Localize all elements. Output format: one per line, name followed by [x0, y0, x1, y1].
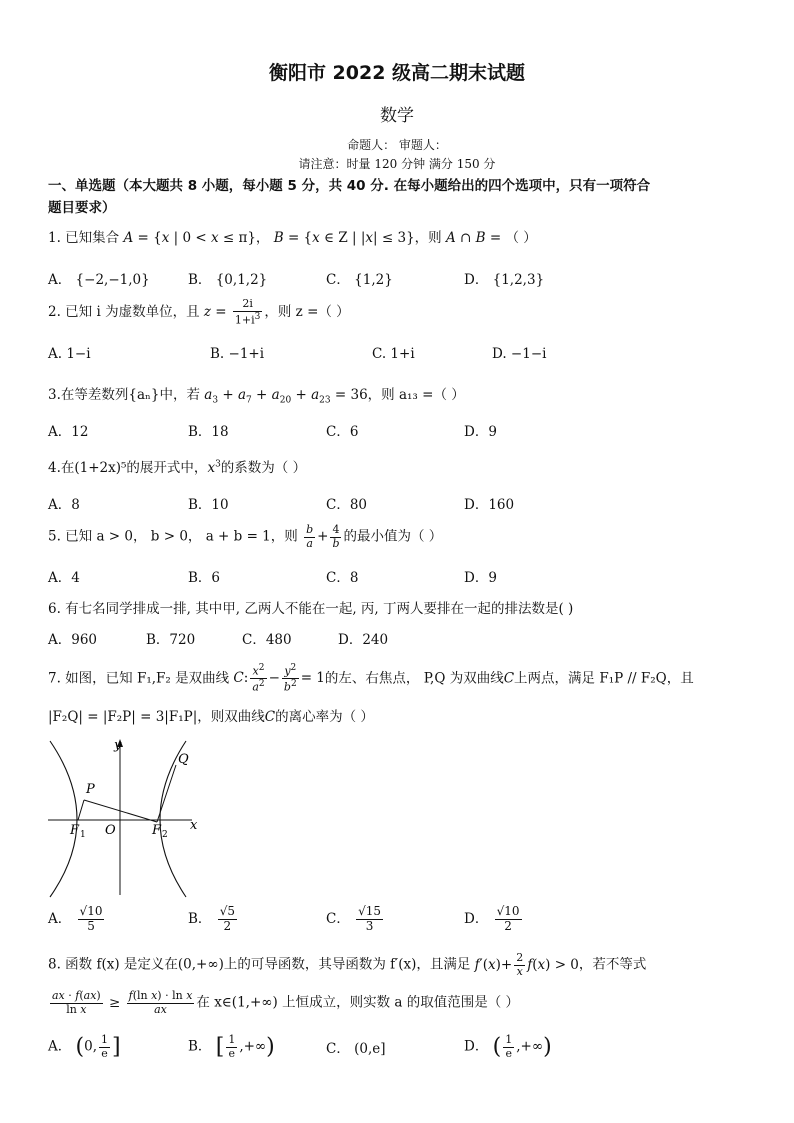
- q8-option-c: C． (0,e]: [326, 1041, 386, 1057]
- q4-option-b: B．10: [188, 497, 229, 513]
- q7-stem-mid: 的左、右焦点， P,Q 为双曲线: [324, 670, 504, 687]
- q1-option-a: A． {−2,−1,0}: [48, 272, 150, 288]
- q3-option-a: A．12: [48, 424, 89, 440]
- subject-title: 数学: [380, 106, 414, 126]
- q5-option-d: D．9: [464, 570, 497, 586]
- segment-f2-q: [157, 765, 176, 822]
- q3-expr: $a_3 + a_7 + a_{20} + a_{23} = 36$: [204, 387, 368, 406]
- q1-set-a: A = {x | 0 < x ≤ π}， B = {x ∈ Z | |x| ≤ 3}: [123, 230, 415, 246]
- q8-option-b: B． [ $\frac{1}{e}$ ,+∞): [188, 1033, 275, 1060]
- q8-inequality: $\frac{ax \cdot f(ax)}{\text{ln x}}$ ≥ $\frac{\text{f(ln x) · ln x}}{ax}$: [52, 989, 193, 1016]
- q8-option-a: A． (0, $\frac{1}{e}$ ]: [48, 1033, 121, 1060]
- q2-option-a: A. 1−i: [48, 346, 91, 362]
- question-5: 5. 已知 a > 0， b > 0， a + b = 1，则 $\frac{b}{a}$ + $\frac{4}{b}$ 的最小值为（ ）: [48, 523, 443, 550]
- q7-option-d: D． $\frac{√10}{2}$: [464, 904, 520, 933]
- question-7: 7. 如图，已知 F₁,F₂ 是双曲线 C: $\frac{x^2}{a^2}$ − $\frac{y^2}{b^2}$ = 1的左、右焦点， P,Q 为双曲线C上两点，满足 F₁P // F₂Q，且: [48, 663, 694, 694]
- q6-option-c: C．480: [242, 632, 292, 648]
- q8-range-text: 在 x∈(1,+∞) 上恒成立，则实数 a 的取值范围是（ ）: [196, 994, 519, 1011]
- q6-option-d: D．240: [338, 632, 389, 648]
- q4-option-c: C．80: [326, 497, 368, 513]
- q7-stem: 7. 如图，已知 F₁,F₂ 是双曲线: [48, 670, 230, 687]
- q7-option-a: A． $\frac{√10}{5}$: [48, 904, 103, 933]
- q4-blank: 的系数为（ ）: [220, 460, 307, 476]
- q8-line2: [48, 990, 519, 1016]
- q2-option-b: B. −1+i: [210, 346, 265, 362]
- question-2: 2. 已知 i 为虚数单位，且 z = $\frac{2i}{1+i^3}$ ，则 z =（ ）: [48, 297, 350, 327]
- q4-option-a: A．8: [48, 497, 80, 513]
- q1-stem: 1. 已知集合: [48, 230, 120, 246]
- q7-line2: |F₂Q| = |F₂P| = 3|F₁P|，则双曲线C的离心率为（ ）: [48, 709, 374, 725]
- q7-option-b: B． $\frac{√5}{2}$: [188, 904, 235, 933]
- q2-stem: 2. 已知 i 为虚数单位，且: [48, 303, 200, 320]
- q8-stem-tail: ，若不等式: [578, 956, 647, 973]
- q8-stem: 8. 函数 f(x) 是定义在(0,+∞)上的可导函数，其导函数为 f′(x)，且满足: [48, 956, 471, 973]
- label-y: y: [114, 738, 122, 753]
- label-f1: F: [70, 823, 80, 838]
- q4-stem: 4.在(1+2x)⁵的展开式中，: [48, 460, 208, 476]
- q2-option-d: D. −1−i: [492, 346, 547, 362]
- svg-text:2: 2: [162, 830, 168, 840]
- q3-option-c: C．6: [326, 424, 359, 440]
- section-heading-cont: 题目要求）: [48, 200, 116, 216]
- authors-line: 命题人： 审题人：: [347, 138, 447, 152]
- q5-frac-4-b: $\frac{4}{b}$: [332, 523, 340, 550]
- notice-line: 请注意：时量 120 分钟 满分 150 分: [298, 157, 496, 171]
- label-x: x: [190, 818, 198, 833]
- q3-option-b: B．18: [188, 424, 229, 440]
- q1-expr: A ∩ B =: [445, 230, 502, 246]
- section-heading: 一、单选题（本大题共 8 小题，每小题 5 分，共 40 分. 在每小题给出的四个选项中，只有一项符合: [48, 178, 651, 194]
- q6-option-a: A．960: [48, 632, 98, 648]
- q2-fraction: $\frac{2i}{1+i^3}$: [234, 297, 261, 327]
- q5-blank: 的最小值为（ ）: [343, 528, 443, 545]
- q7-condition: |F₂Q| = |F₂P| = 3|F₁P|，则双曲线: [48, 709, 265, 725]
- q7-blank: 的离心率为（ ）: [275, 709, 374, 725]
- q1-blank: （ ）: [505, 230, 537, 246]
- q6-option-b: B．720: [146, 632, 196, 648]
- page-title: 衡阳市 2022 级高二期末试题: [268, 62, 526, 84]
- q2-option-c: C. 1+i: [372, 346, 415, 362]
- q7-option-c: C． $\frac{√15}{3}$: [326, 904, 382, 933]
- q1-stem-mid: ，则: [414, 230, 442, 246]
- question-6: 6. 有七名同学排成一排, 其中甲, 乙两人不能在一起, 丙, 丁两人要排在一起的排法数是( ): [48, 601, 574, 617]
- q7-curve: C: $\frac{x^2}{a^2}$ − $\frac{y^2}{b^2}$ = 1: [233, 663, 325, 694]
- svg-text:1: 1: [80, 830, 86, 840]
- question-3: [48, 383, 465, 406]
- q5-option-c: C．8: [326, 570, 359, 586]
- q5-option-a: A．4: [48, 570, 80, 586]
- q3-stem: 3.在等差数列{aₙ}中，若: [48, 387, 200, 403]
- q8-condition: f′(x)+ $\frac{2}{x}$ f(x) > 0: [474, 951, 579, 978]
- label-o: O: [105, 823, 116, 838]
- q4-term: $x^3$: [207, 459, 221, 476]
- q8-option-d: D． ( $\frac{1}{e}$ ,+∞): [464, 1033, 552, 1060]
- q2-blank: ，则 z =（ ）: [264, 303, 350, 320]
- label-q: Q: [178, 752, 189, 767]
- segment-p-f1: [78, 800, 84, 820]
- q1-option-d: D． {1,2,3}: [464, 272, 545, 288]
- question-4: [48, 456, 306, 476]
- question-1: [48, 226, 537, 246]
- q1-option-b: B． {0,1,2}: [188, 272, 268, 288]
- q5-frac-b-a: $\frac{b}{a}$: [306, 523, 314, 550]
- label-f2: F: [152, 823, 162, 838]
- hyperbola-figure: [44, 735, 214, 900]
- q4-option-d: D．160: [464, 497, 515, 513]
- question-8: [48, 952, 646, 978]
- q5-stem: 5. 已知 a > 0， b > 0， a + b = 1，则: [48, 528, 298, 545]
- q3-option-d: D．9: [464, 424, 497, 440]
- q3-blank: ，则 a₁₃ =（ ）: [367, 387, 465, 403]
- left-branch: [50, 741, 77, 897]
- q1-option-c: C． {1,2}: [326, 272, 393, 288]
- label-p: P: [86, 782, 95, 797]
- q7-stem-tail: 上两点，满足 F₁P // F₂Q，且: [514, 670, 694, 687]
- q5-option-b: B．6: [188, 570, 221, 586]
